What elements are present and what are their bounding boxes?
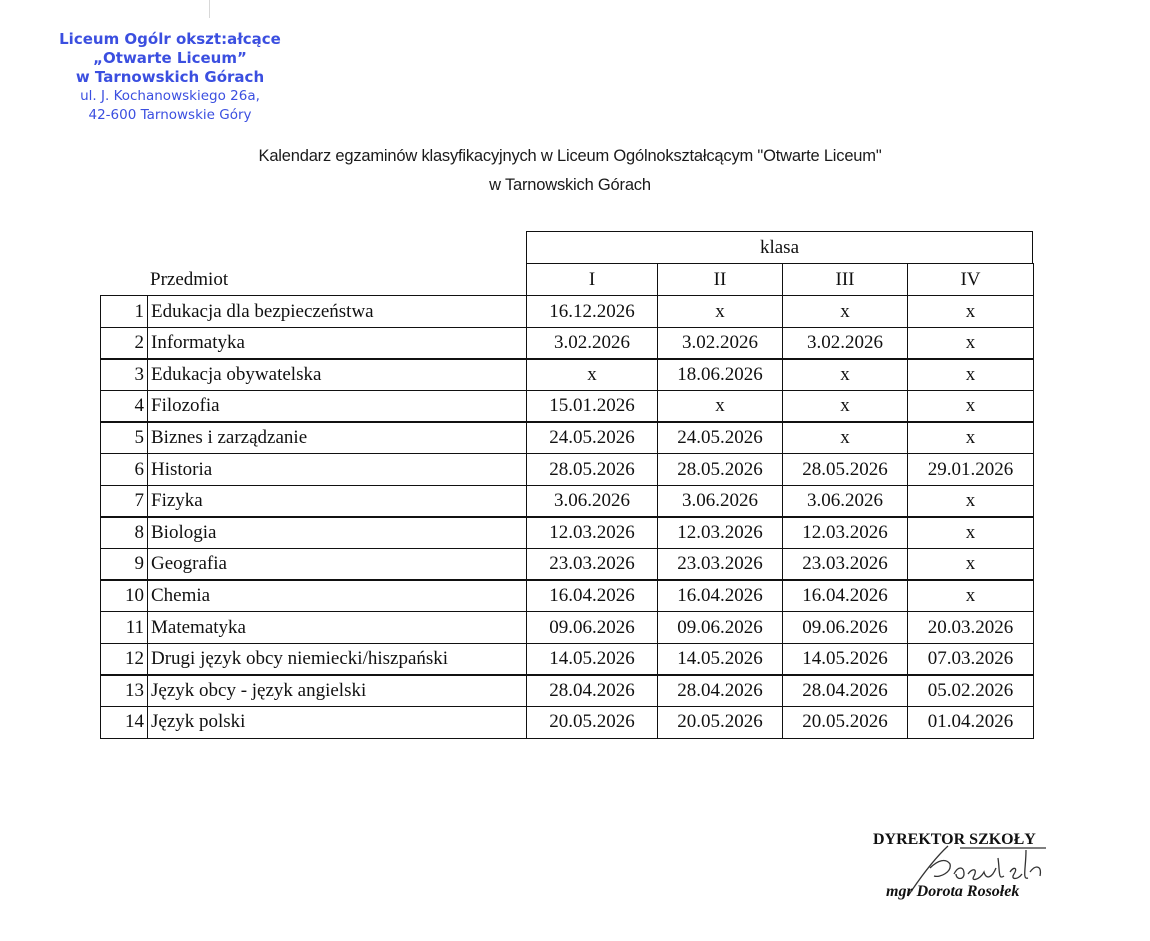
class-header-1: I (526, 263, 658, 296)
exam-date-class-2: 3.02.2026 (657, 327, 783, 360)
row-number: 2 (100, 327, 148, 360)
subject-name: Edukacja obywatelska (147, 358, 527, 391)
class-header-4: IV (907, 263, 1034, 296)
exam-date-class-2: 28.04.2026 (657, 674, 783, 707)
class-group-header: klasa (526, 231, 1033, 264)
subject-column-header: Przedmiot (150, 269, 229, 290)
exam-date-class-2: x (657, 295, 783, 328)
row-number: 4 (100, 390, 148, 423)
exam-date-class-1: 09.06.2026 (526, 611, 658, 644)
stamp-line-school-brand: „Otwarte Liceum” (93, 49, 247, 67)
row-number: 6 (100, 453, 148, 486)
subject-name: Język polski (147, 706, 527, 739)
row-number: 3 (100, 358, 148, 391)
exam-date-class-2: 14.05.2026 (657, 643, 783, 676)
row-number: 11 (100, 611, 148, 644)
exam-date-class-2: x (657, 390, 783, 423)
exam-date-class-1: 24.05.2026 (526, 421, 658, 454)
row-number: 12 (100, 643, 148, 676)
exam-date-class-4: x (907, 327, 1034, 360)
row-number: 10 (100, 579, 148, 612)
exam-date-class-4: x (907, 421, 1034, 454)
subject-name: Filozofia (147, 390, 527, 423)
exam-date-class-3: 14.05.2026 (782, 643, 908, 676)
subject-name: Historia (147, 453, 527, 486)
exam-date-class-1: 28.05.2026 (526, 453, 658, 486)
subject-name: Edukacja dla bezpieczeństwa (147, 295, 527, 328)
subject-name: Fizyka (147, 485, 527, 518)
exam-date-class-3: x (782, 421, 908, 454)
exam-date-class-4: x (907, 579, 1034, 612)
handwritten-signature (860, 828, 1080, 918)
subject-name: Biznes i zarządzanie (147, 421, 527, 454)
exam-date-class-3: 09.06.2026 (782, 611, 908, 644)
subject-name: Biologia (147, 516, 527, 549)
row-number: 14 (100, 706, 148, 739)
exam-date-class-4: x (907, 516, 1034, 549)
exam-date-class-4: 20.03.2026 (907, 611, 1034, 644)
exam-date-class-4: 01.04.2026 (907, 706, 1034, 739)
row-number: 9 (100, 548, 148, 581)
exam-date-class-1: 3.02.2026 (526, 327, 658, 360)
exam-date-class-3: 3.02.2026 (782, 327, 908, 360)
exam-date-class-2: 28.05.2026 (657, 453, 783, 486)
exam-date-class-3: 20.05.2026 (782, 706, 908, 739)
exam-date-class-1: 16.12.2026 (526, 295, 658, 328)
exam-date-class-2: 3.06.2026 (657, 485, 783, 518)
exam-date-class-2: 12.03.2026 (657, 516, 783, 549)
exam-date-class-2: 16.04.2026 (657, 579, 783, 612)
exam-date-class-3: 28.05.2026 (782, 453, 908, 486)
exam-date-class-3: x (782, 295, 908, 328)
exam-date-class-3: 12.03.2026 (782, 516, 908, 549)
exam-date-class-1: 20.05.2026 (526, 706, 658, 739)
exam-schedule-table (100, 231, 1033, 738)
exam-date-class-3: 23.03.2026 (782, 548, 908, 581)
row-number: 7 (100, 485, 148, 518)
exam-date-class-3: x (782, 390, 908, 423)
subject-name: Drugi język obcy niemiecki/hiszpański (147, 643, 527, 676)
subject-name: Chemia (147, 579, 527, 612)
title-line-1: Kalendarz egzaminów klasyfikacyjnych w Liceum Ogólnokształcącym "Otwarte Liceum" (258, 147, 882, 165)
signature-name: mgr Dorota Rosołek (886, 883, 1020, 900)
exam-date-class-1: 23.03.2026 (526, 548, 658, 581)
exam-date-class-4: x (907, 548, 1034, 581)
exam-date-class-4: 29.01.2026 (907, 453, 1034, 486)
stamp-line-postcode: 42-600 Tarnowskie Góry (88, 107, 252, 123)
exam-date-class-4: x (907, 390, 1034, 423)
exam-date-class-2: 18.06.2026 (657, 358, 783, 391)
exam-date-class-2: 24.05.2026 (657, 421, 783, 454)
stamp-line-city: w Tarnowskich Górach (75, 68, 265, 86)
exam-date-class-3: 28.04.2026 (782, 674, 908, 707)
exam-date-class-1: 16.04.2026 (526, 579, 658, 612)
scan-artifact-line (209, 0, 210, 18)
school-stamp (40, 30, 300, 125)
stamp-line-school-name: Liceum Ogólr okszt:ałcące (59, 30, 281, 48)
exam-date-class-3: x (782, 358, 908, 391)
exam-date-class-1: 12.03.2026 (526, 516, 658, 549)
exam-date-class-1: 3.06.2026 (526, 485, 658, 518)
exam-date-class-4: 05.02.2026 (907, 674, 1034, 707)
row-number: 8 (100, 516, 148, 549)
exam-date-class-1: 28.04.2026 (526, 674, 658, 707)
exam-date-class-1: 15.01.2026 (526, 390, 658, 423)
signature-block (860, 828, 1080, 918)
signature-title: DYREKTOR SZKOŁY (873, 831, 1036, 848)
exam-date-class-1: x (526, 358, 658, 391)
subject-name: Informatyka (147, 327, 527, 360)
row-number: 1 (100, 295, 148, 328)
exam-date-class-1: 14.05.2026 (526, 643, 658, 676)
subject-name: Matematyka (147, 611, 527, 644)
exam-date-class-3: 16.04.2026 (782, 579, 908, 612)
exam-date-class-4: x (907, 295, 1034, 328)
row-number: 13 (100, 674, 148, 707)
exam-date-class-3: 3.06.2026 (782, 485, 908, 518)
title-line-2: w Tarnowskich Górach (489, 176, 651, 194)
subject-name: Geografia (147, 548, 527, 581)
subject-name: Język obcy - język angielski (147, 674, 527, 707)
document-title (160, 142, 980, 200)
exam-date-class-4: x (907, 358, 1034, 391)
exam-date-class-4: 07.03.2026 (907, 643, 1034, 676)
class-header-2: II (657, 263, 783, 296)
row-number: 5 (100, 421, 148, 454)
class-header-3: III (782, 263, 908, 296)
stamp-line-street: ul. J. Kochanowskiego 26a, (80, 88, 260, 104)
exam-date-class-2: 20.05.2026 (657, 706, 783, 739)
exam-date-class-2: 23.03.2026 (657, 548, 783, 581)
exam-date-class-2: 09.06.2026 (657, 611, 783, 644)
exam-date-class-4: x (907, 485, 1034, 518)
